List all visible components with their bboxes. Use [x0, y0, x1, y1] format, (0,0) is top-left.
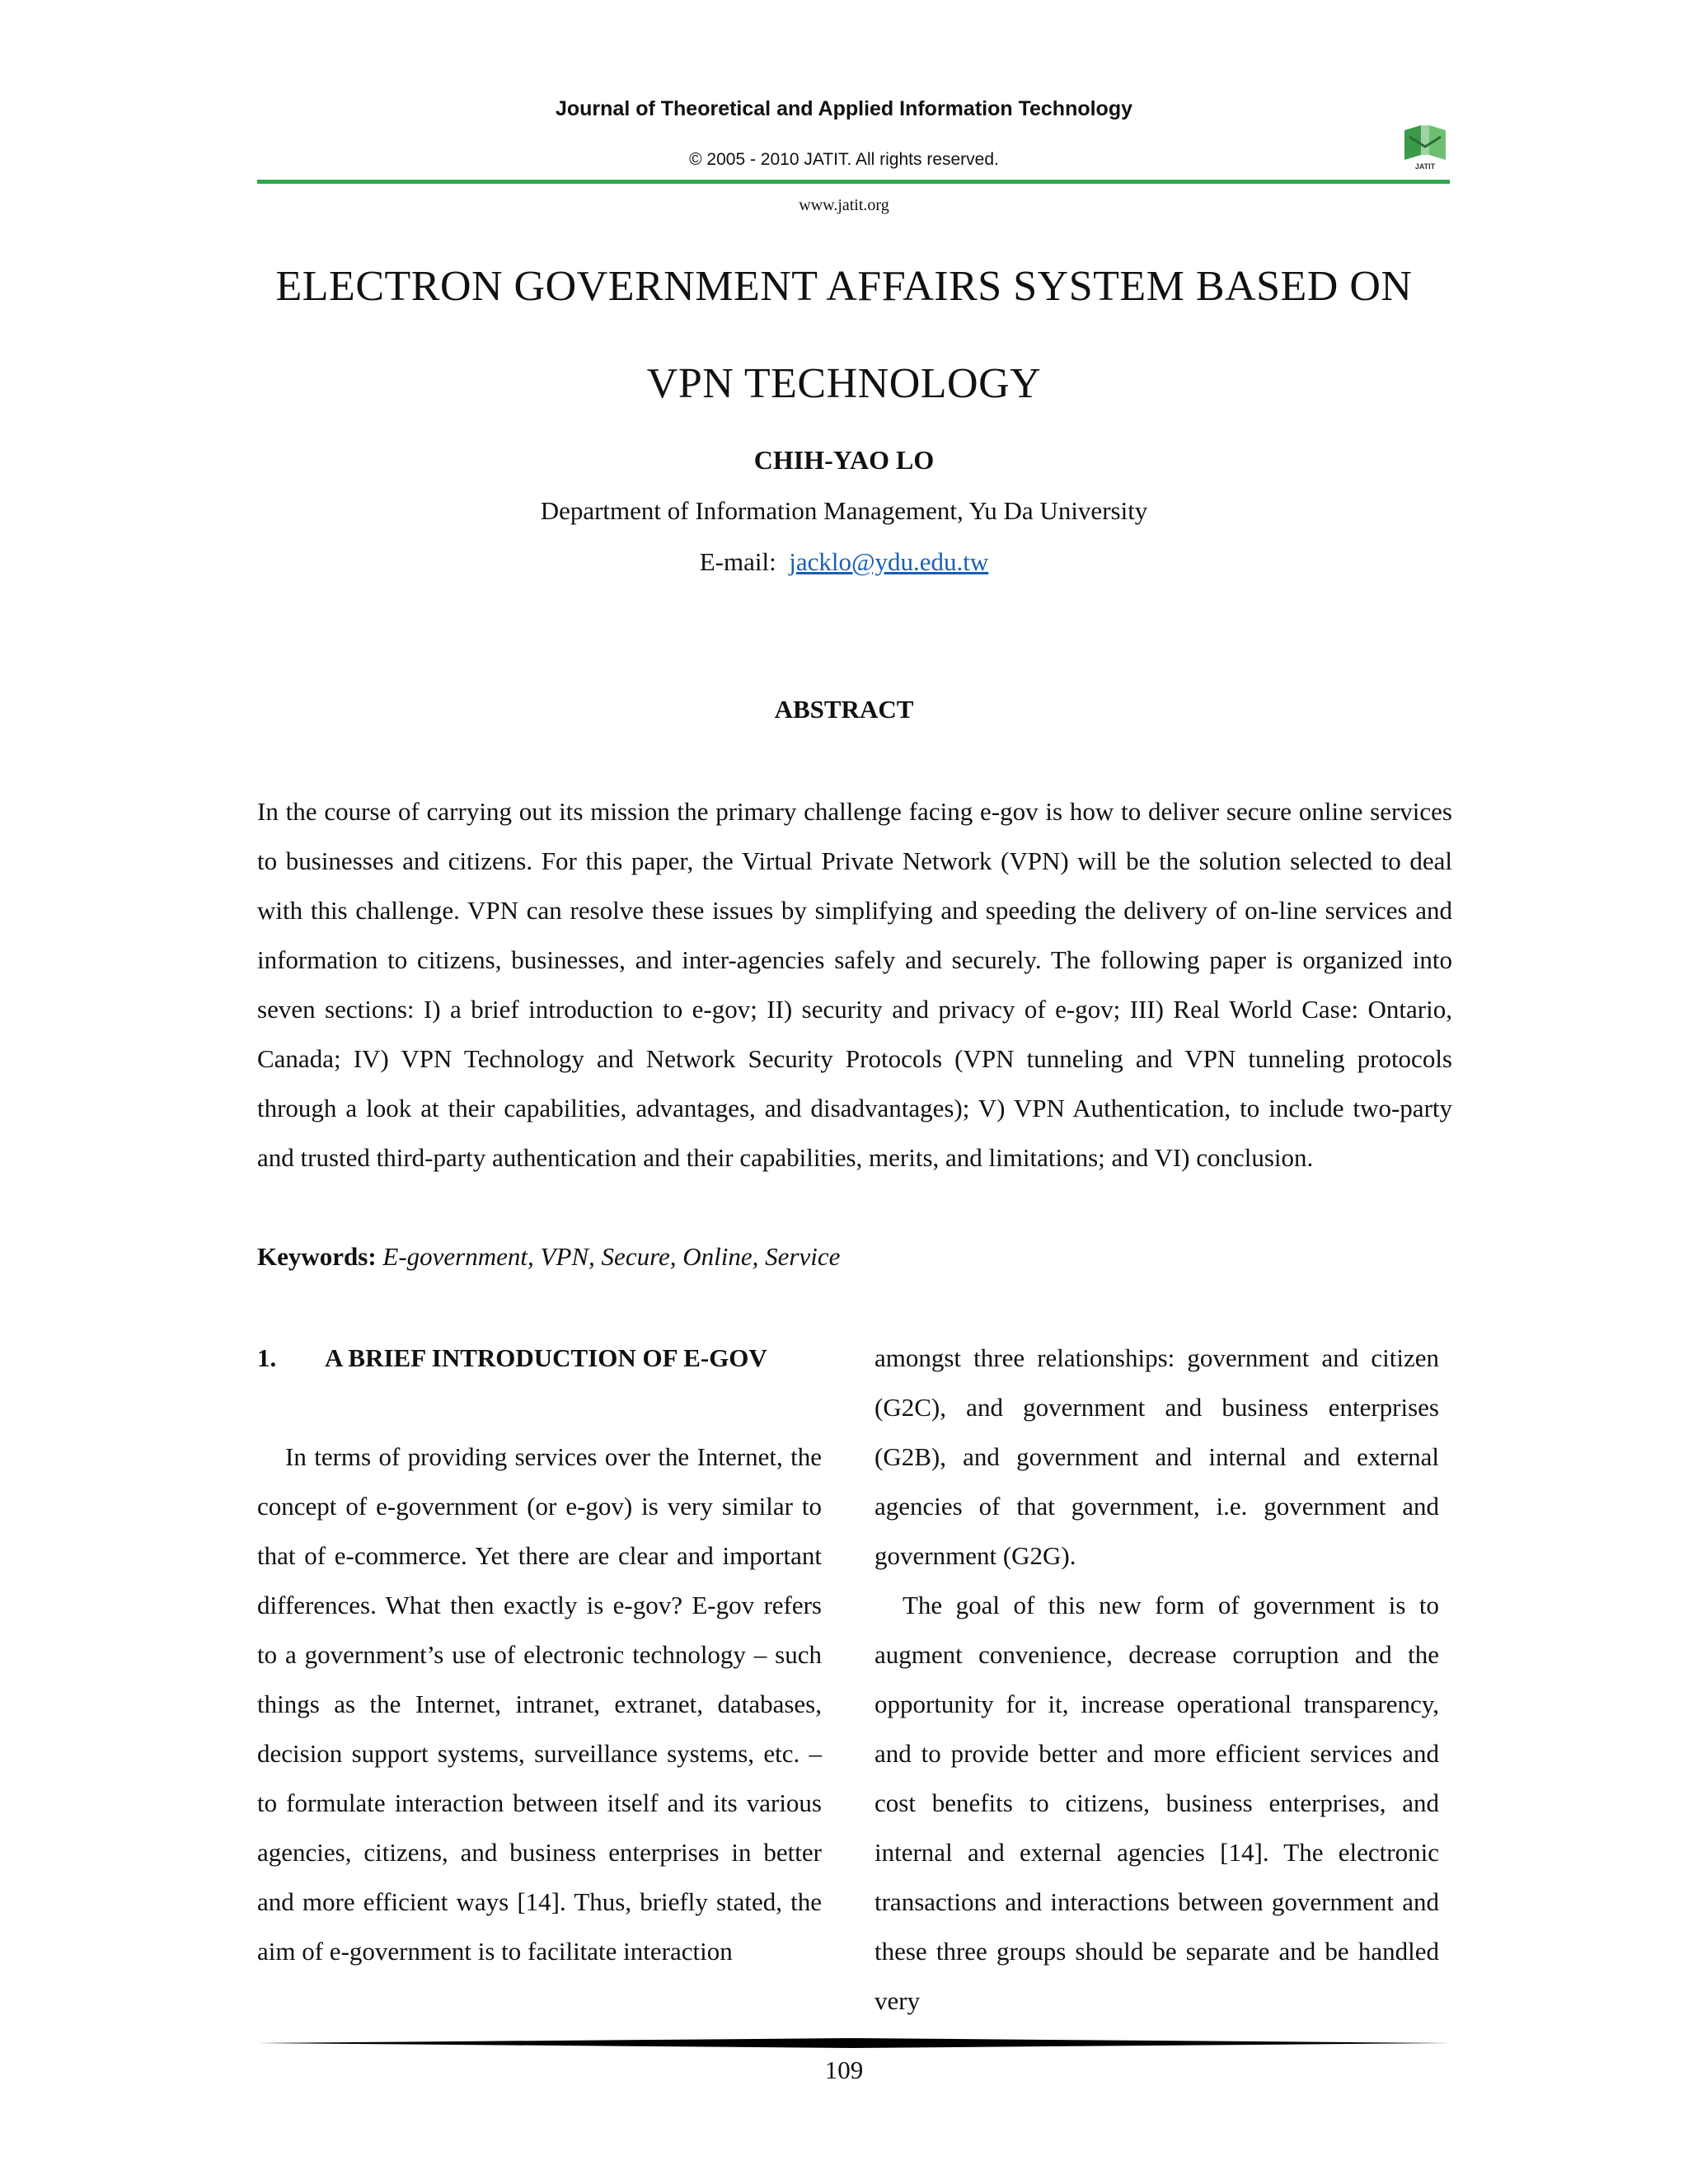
journal-url: www.jatit.org: [799, 196, 889, 214]
section-title: A BRIEF INTRODUCTION OF E-GOV: [325, 1343, 767, 1372]
logo-text: JATIT: [1414, 162, 1436, 171]
keywords-list: E-government, VPN, Secure, Online, Service: [382, 1242, 841, 1271]
body-paragraph: The goal of this new form of government is to augment convenience, decrease corruption and the opportunity for it, increase operational transparency, and to provide better and more efficient services and cost benefits to citizens, business enterprises, and internal and external agencies [14]. The electronic transactions and interactions between government and these three groups should be separate and be handled very: [874, 1591, 1439, 2015]
keywords-line: [257, 1232, 1452, 1282]
jatit-logo-icon: [1401, 122, 1449, 171]
body-paragraph: amongst three relationships: government and citizen (G2C), and government and business enterprises (G2B), and government and internal and external agencies of that government, i.e. government and government (G2G).: [874, 1343, 1439, 1570]
left-column: [257, 1333, 822, 1976]
email-label: E-mail:: [699, 547, 776, 576]
footer-rule: [257, 2036, 1450, 2050]
author-affiliation: Department of Information Management, Yu Da University: [540, 496, 1148, 525]
author-email-line: [0, 547, 1688, 577]
paper-title-line2: VPN TECHNOLOGY: [646, 360, 1042, 407]
abstract-heading: ABSTRACT: [774, 695, 914, 724]
page-number: 109: [824, 2055, 864, 2084]
author-name: CHIH-YAO LO: [753, 445, 935, 475]
abstract-text: In the course of carrying out its mission the primary challenge facing e-gov is how to deliver secure online services to businesses and citizens. For this paper, the Virtual Private Network (VPN) will be the solution selected to deal with this challenge. VPN can resolve these issues by simplifying and speeding the delivery of on-line services and information to citizens, businesses, and inter-agencies safely and securely. The following paper is organized into seven sections: I) a brief introduction to e-gov; II) security and privacy of e-gov; III) Real World Case: Ontario, Canada; IV) VPN Technology and Network Security Protocols (VPN tunneling and VPN tunneling protocols through a look at their capabilities, advantages, and disadvantages); V) VPN Authentication, to include two-party and trusted third-party authentication and their capabilities, merits, and limitations; and VI) conclusion.: [257, 797, 1452, 1172]
email-link[interactable]: jacklo@ydu.edu.tw: [789, 547, 989, 576]
header-rule: [257, 180, 1450, 184]
copyright-notice: © 2005 - 2010 JATIT. All rights reserved.: [689, 150, 999, 169]
right-column: [874, 1333, 1439, 2026]
body-paragraph: In terms of providing services over the Internet, the concept of e-government (or e-gov) is very similar to that of e-commerce. Yet there are clear and important differences. What then exactly is e-gov? E-gov refers to a government’s use of electronic technology – such things as the Internet, intranet, extranet, databases, decision support systems, surveillance systems, etc. – to formulate interaction between itself and its various agencies, citizens, and business enterprises in better and more efficient ways [14]. Thus, briefly stated, the aim of e-government is to facilitate interaction: [257, 1442, 822, 1966]
journal-name: Journal of Theoretical and Applied Information Technology: [555, 97, 1133, 120]
keywords-label: Keywords:: [257, 1242, 377, 1271]
section-heading: [257, 1333, 822, 1383]
paper-title-line1: ELECTRON GOVERNMENT AFFAIRS SYSTEM BASED ON: [275, 263, 1413, 310]
section-number: 1.: [257, 1343, 277, 1372]
